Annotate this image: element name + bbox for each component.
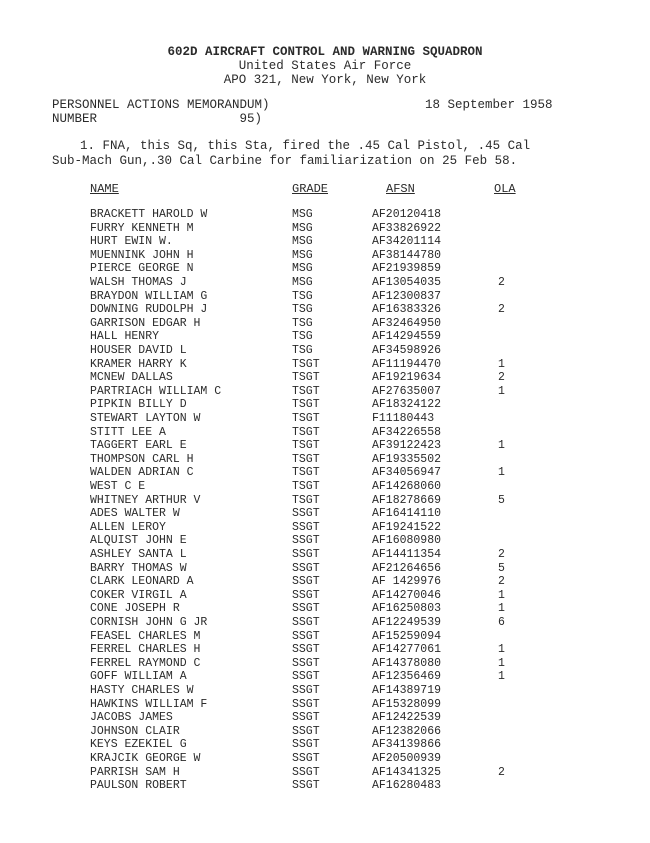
personnel-afsn: AF14378080 xyxy=(372,656,442,670)
personnel-name: JOHNSON CLAIR xyxy=(90,724,180,738)
personnel-grade: TSGT xyxy=(292,480,320,493)
table-row xyxy=(0,303,650,317)
personnel-ola: 1 xyxy=(498,439,505,453)
personnel-name: FERREL CHARLES H xyxy=(90,643,201,657)
memo-number: NUMBER 95) xyxy=(52,112,263,126)
table-row xyxy=(0,548,650,562)
table-row xyxy=(0,534,650,548)
table-row xyxy=(0,616,650,630)
table-row xyxy=(0,643,650,657)
personnel-grade: TSGT xyxy=(292,398,320,412)
apo-address: APO 321, New York, New York xyxy=(223,73,427,87)
personnel-afsn: AF 1429976 xyxy=(372,575,442,589)
personnel-grade: TSGT xyxy=(292,425,320,439)
personnel-afsn: AF14341325 xyxy=(372,765,442,779)
personnel-grade: SSGT xyxy=(292,724,320,738)
personnel-grade: MSG xyxy=(292,262,313,276)
table-row xyxy=(0,725,650,739)
personnel-name: BRAYDON WILLIAM G xyxy=(90,289,208,303)
personnel-afsn: AF12422539 xyxy=(372,711,442,725)
personnel-afsn: AF14389719 xyxy=(372,684,442,697)
personnel-grade: SSGT xyxy=(292,643,320,657)
table-row xyxy=(0,249,650,263)
personnel-grade: TSG xyxy=(292,330,313,344)
personnel-grade: TSG xyxy=(292,344,313,357)
personnel-afsn: AF14270046 xyxy=(372,588,442,602)
table-row xyxy=(0,507,650,521)
personnel-afsn: AF34056947 xyxy=(372,466,442,480)
personnel-afsn: AF20120418 xyxy=(372,208,442,221)
personnel-name: GARRISON EDGAR H xyxy=(90,316,201,330)
personnel-ola: 5 xyxy=(498,493,505,507)
squadron-title: 602D AIRCRAFT CONTROL AND WARNING SQUADRON xyxy=(167,45,483,59)
personnel-name: WALDEN ADRIAN C xyxy=(90,466,194,480)
personnel-afsn: AF15259094 xyxy=(372,629,442,643)
personnel-name: ADES WALTER W xyxy=(90,507,180,521)
table-row xyxy=(0,412,650,426)
column-header-name: NAME xyxy=(90,182,119,196)
personnel-name: HOUSER DAVID L xyxy=(90,344,187,357)
personnel-grade: SSGT xyxy=(292,561,320,575)
personnel-grade: TSG xyxy=(292,303,313,317)
personnel-afsn: AF20500939 xyxy=(372,752,442,765)
personnel-ola: 2 xyxy=(498,575,505,589)
table-row xyxy=(0,208,650,222)
paragraph-line-2: Sub-Mach Gun,.30 Cal Carbine for familiarization on 25 Feb 58. xyxy=(52,154,518,168)
table-row xyxy=(0,385,650,399)
personnel-grade: SSGT xyxy=(292,738,320,752)
personnel-name: WHITNEY ARTHUR V xyxy=(90,493,201,507)
personnel-grade: TSGT xyxy=(292,493,320,507)
personnel-grade: TSGT xyxy=(292,384,320,398)
personnel-name: STITT LEE A xyxy=(90,425,166,439)
personnel-name: TAGGERT EARL E xyxy=(90,439,187,453)
personnel-grade: MSG xyxy=(292,248,313,262)
personnel-grade: SSGT xyxy=(292,548,320,561)
personnel-ola: 1 xyxy=(498,643,505,657)
personnel-grade: SSGT xyxy=(292,602,320,616)
personnel-afsn: AF12300837 xyxy=(372,289,442,303)
personnel-afsn: AF16280483 xyxy=(372,779,442,793)
personnel-afsn: AF19219634 xyxy=(372,371,442,385)
personnel-grade: TSGT xyxy=(292,371,320,385)
personnel-ola: 1 xyxy=(498,466,505,480)
personnel-grade: MSG xyxy=(292,221,313,235)
personnel-afsn: AF27635007 xyxy=(372,384,442,398)
personnel-grade: TSGT xyxy=(292,412,320,425)
personnel-ola: 2 xyxy=(498,303,505,317)
personnel-name: WEST C E xyxy=(90,480,146,493)
personnel-grade: MSG xyxy=(292,276,313,289)
personnel-afsn: AF19241522 xyxy=(372,520,442,534)
table-row xyxy=(0,480,650,494)
table-row xyxy=(0,439,650,453)
personnel-name: BRACKETT HAROLD W xyxy=(90,208,208,221)
personnel-ola: 1 xyxy=(498,656,505,670)
personnel-name: HALL HENRY xyxy=(90,330,160,344)
table-row xyxy=(0,711,650,725)
personnel-grade: TSG xyxy=(292,289,313,303)
table-row xyxy=(0,398,650,412)
table-row xyxy=(0,290,650,304)
table-row xyxy=(0,330,650,344)
service-branch: United States Air Force xyxy=(238,59,412,73)
personnel-grade: TSGT xyxy=(292,357,320,371)
personnel-grade: SSGT xyxy=(292,779,320,793)
personnel-afsn: AF14268060 xyxy=(372,480,442,493)
personnel-name: STEWART LAYTON W xyxy=(90,412,201,425)
column-header-ola: OLA xyxy=(494,182,516,196)
personnel-grade: SSGT xyxy=(292,684,320,697)
table-row xyxy=(0,358,650,372)
personnel-ola: 1 xyxy=(498,588,505,602)
personnel-name: BARRY THOMAS W xyxy=(90,561,187,575)
personnel-afsn: AF12249539 xyxy=(372,616,442,629)
personnel-ola: 2 xyxy=(498,276,505,289)
personnel-afsn: AF11194470 xyxy=(372,357,442,371)
personnel-grade: TSGT xyxy=(292,452,320,466)
personnel-grade: SSGT xyxy=(292,616,320,629)
table-row xyxy=(0,684,650,698)
personnel-grade: SSGT xyxy=(292,711,320,725)
personnel-afsn: AF21264656 xyxy=(372,561,442,575)
personnel-afsn: F11180443 xyxy=(372,412,435,425)
paragraph-line-1: 1. FNA, this Sq, this Sta, fired the .45 Cal Pistol, .45 Cal xyxy=(80,139,531,153)
personnel-name: MUENNINK JOHN H xyxy=(90,248,194,262)
personnel-afsn: AF34201114 xyxy=(372,235,442,249)
personnel-name: PAULSON ROBERT xyxy=(90,779,187,793)
personnel-name: FURRY KENNETH M xyxy=(90,221,194,235)
table-row xyxy=(0,371,650,385)
personnel-grade: SSGT xyxy=(292,520,320,534)
personnel-grade: SSGT xyxy=(292,697,320,711)
personnel-afsn: AF33826922 xyxy=(372,221,442,235)
personnel-afsn: AF16080980 xyxy=(372,534,442,548)
personnel-afsn: AF16414110 xyxy=(372,507,442,521)
personnel-ola: 2 xyxy=(498,765,505,779)
personnel-name: ALLEN LEROY xyxy=(90,520,166,534)
personnel-name: KRAMER HARRY K xyxy=(90,357,187,371)
table-row xyxy=(0,317,650,331)
table-row xyxy=(0,575,650,589)
personnel-grade: SSGT xyxy=(292,765,320,779)
personnel-grade: SSGT xyxy=(292,670,320,684)
table-row xyxy=(0,779,650,793)
personnel-name: WALSH THOMAS J xyxy=(90,276,187,289)
personnel-afsn: AF39122423 xyxy=(372,439,442,453)
personnel-name: HURT EWIN W. xyxy=(90,235,173,249)
personnel-name: KEYS EZEKIEL G xyxy=(90,738,187,752)
personnel-name: GOFF WILLIAM A xyxy=(90,670,187,684)
column-header-grade: GRADE xyxy=(292,182,329,196)
personnel-afsn: AF34226558 xyxy=(372,425,442,439)
memo-title: PERSONNEL ACTIONS MEMORANDUM) xyxy=(52,98,270,112)
personnel-grade: SSGT xyxy=(292,752,320,765)
personnel-afsn: AF16383326 xyxy=(372,303,442,317)
personnel-grade: SSGT xyxy=(292,629,320,643)
personnel-afsn: AF14277061 xyxy=(372,643,442,657)
personnel-grade: TSGT xyxy=(292,439,320,453)
personnel-grade: TSG xyxy=(292,316,313,330)
personnel-ola: 2 xyxy=(498,371,505,385)
personnel-afsn: AF14294559 xyxy=(372,330,442,344)
table-row xyxy=(0,222,650,236)
personnel-name: HASTY CHARLES W xyxy=(90,684,194,697)
table-row xyxy=(0,670,650,684)
personnel-afsn: AF34598926 xyxy=(372,344,442,357)
table-row xyxy=(0,766,650,780)
personnel-afsn: AF32464950 xyxy=(372,316,442,330)
table-row xyxy=(0,494,650,508)
personnel-name: CLARK LEONARD A xyxy=(90,575,194,589)
table-row xyxy=(0,276,650,290)
table-row xyxy=(0,235,650,249)
personnel-afsn: AF38144780 xyxy=(372,248,442,262)
personnel-name: DOWNING RUDOLPH J xyxy=(90,303,208,317)
table-row xyxy=(0,752,650,766)
memo-date: 18 September 1958 xyxy=(425,98,553,112)
personnel-afsn: AF12356469 xyxy=(372,670,442,684)
personnel-name: THOMPSON CARL H xyxy=(90,452,194,466)
personnel-afsn: AF13054035 xyxy=(372,276,442,289)
table-row xyxy=(0,738,650,752)
personnel-ola: 1 xyxy=(498,357,505,371)
personnel-name: PARRISH SAM H xyxy=(90,765,180,779)
table-row xyxy=(0,698,650,712)
personnel-name: FEASEL CHARLES M xyxy=(90,629,201,643)
personnel-grade: SSGT xyxy=(292,575,320,589)
table-row xyxy=(0,602,650,616)
personnel-afsn: AF14411354 xyxy=(372,548,442,561)
personnel-ola: 6 xyxy=(498,616,505,629)
table-row xyxy=(0,521,650,535)
personnel-name: CONE JOSEPH R xyxy=(90,602,180,616)
personnel-name: MCNEW DALLAS xyxy=(90,371,173,385)
personnel-name: CORNISH JOHN G JR xyxy=(90,616,208,629)
personnel-name: COKER VIRGIL A xyxy=(90,588,187,602)
personnel-afsn: AF19335502 xyxy=(372,452,442,466)
personnel-ola: 1 xyxy=(498,670,505,684)
table-row xyxy=(0,657,650,671)
personnel-grade: SSGT xyxy=(292,507,320,521)
personnel-name: ALQUIST JOHN E xyxy=(90,534,187,548)
personnel-ola: 5 xyxy=(498,561,505,575)
table-row xyxy=(0,453,650,467)
personnel-afsn: AF18278669 xyxy=(372,493,442,507)
column-header-afsn: AFSN xyxy=(386,182,415,196)
personnel-name: PARTRIACH WILLIAM C xyxy=(90,384,222,398)
table-row xyxy=(0,344,650,358)
personnel-grade: TSGT xyxy=(292,466,320,480)
table-row xyxy=(0,426,650,440)
personnel-grade: MSG xyxy=(292,208,313,221)
personnel-grade: SSGT xyxy=(292,588,320,602)
personnel-grade: SSGT xyxy=(292,656,320,670)
personnel-grade: MSG xyxy=(292,235,313,249)
table-row xyxy=(0,589,650,603)
personnel-name: KRAJCIK GEORGE W xyxy=(90,752,201,765)
personnel-afsn: AF16250803 xyxy=(372,602,442,616)
personnel-afsn: AF21939859 xyxy=(372,262,442,276)
table-row xyxy=(0,562,650,576)
personnel-ola: 1 xyxy=(498,602,505,616)
personnel-afsn: AF34139866 xyxy=(372,738,442,752)
personnel-name: PIERCE GEORGE N xyxy=(90,262,194,276)
personnel-name: FERREL RAYMOND C xyxy=(90,656,201,670)
personnel-grade: SSGT xyxy=(292,534,320,548)
personnel-name: JACOBS JAMES xyxy=(90,711,173,725)
personnel-afsn: AF18324122 xyxy=(372,398,442,412)
table-row xyxy=(0,262,650,276)
personnel-ola: 1 xyxy=(498,384,505,398)
personnel-ola: 2 xyxy=(498,548,505,561)
table-row xyxy=(0,630,650,644)
personnel-name: PIPKIN BILLY D xyxy=(90,398,187,412)
personnel-name: ASHLEY SANTA L xyxy=(90,548,187,561)
personnel-afsn: AF12382066 xyxy=(372,724,442,738)
personnel-afsn: AF15328099 xyxy=(372,697,442,711)
personnel-name: HAWKINS WILLIAM F xyxy=(90,697,208,711)
table-row xyxy=(0,466,650,480)
